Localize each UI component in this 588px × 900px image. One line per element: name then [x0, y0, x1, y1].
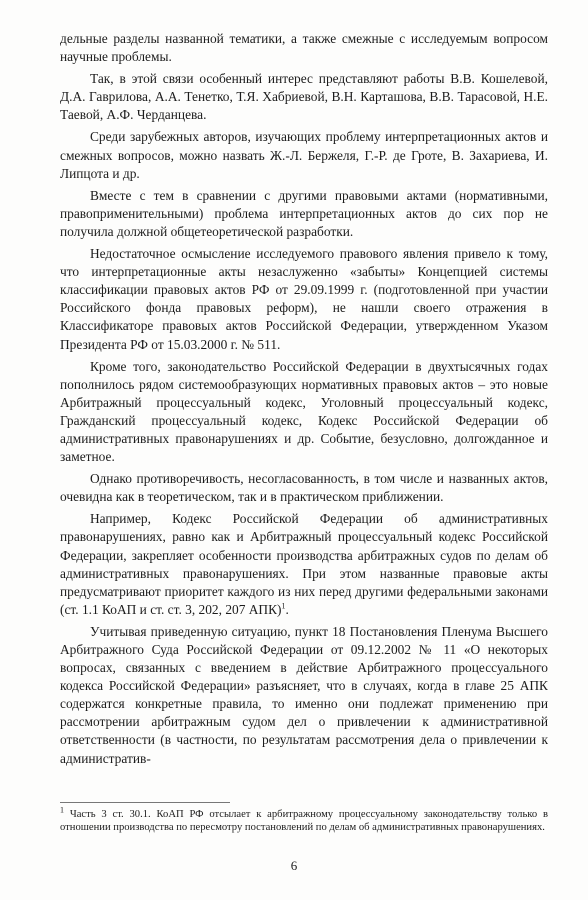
paragraph-legislation: Кроме того, законодательство Российской Федерации в двухтысячных годах пополнилось рядом системообразующих нормативных правовых актов – это новые Арбитражный процессуальный кодекс, Уголовный процессуальный кодекс, Гражданский процессуальный кодекс, Кодекс Российской Федерации об административных правонарушениях и др. Событие, безусловно, долгожданное и заметное. — [60, 358, 548, 465]
body-text — [60, 30, 548, 768]
footnote-separator — [60, 802, 230, 803]
paragraph-continued: дельные разделы названной тематики, а также смежные с исследуемым вопросом научные проблемы. — [60, 31, 548, 65]
footnote — [60, 805, 548, 834]
footnote-marker: 1 — [60, 805, 64, 815]
paragraph-foreign-authors: Среди зарубежных авторов, изучающих проблему интерпретационных актов и смежных вопросов, можно назвать Ж.-Л. Бержеля, Г.-Р. де Гроте, В. Захариева, И. Липцота и др. — [60, 129, 548, 181]
page-number: 6 — [290, 858, 298, 873]
paragraph-plenum: Учитывая приведенную ситуацию, пункт 18 Постановления Пленума Высшего Арбитражного Суда Российской Федерации от 09.12.2002 № 11 «О некоторых вопросах, связанных с введением в действие Арбитражного процессуального кодекса Российской Федерации» разъясняет, что в случаях, когда в главе 25 АПК содержатся конкретные правила, то именно они подлежат применению при рассмотрении арбитражным судом дел о привлечении к административной ответственности (в частности, по результатам рассмотрения дела о привлечении к административ- — [60, 623, 548, 766]
footnote-reference[interactable]: 1 — [281, 601, 286, 611]
paragraph-example: Например, Кодекс Российской Федерации об административных правонарушениях, равно как и Арбитражный процессуальный кодекс Российской Федерации, закрепляет особенности производства арбитражных судов по делам об административных правонарушениях. При этом названные правовые акты предусматривают приоритет каждого из них перед другими федеральными законами (ст. 1.1 КоАП и ст. ст. 3, 202, 207 АПК)$^1$. — [60, 511, 548, 617]
paragraph-problem: Вместе с тем в сравнении с другими правовыми актами (нормативными, правоприменительными) проблема интерпретационных актов до сих пор не получила должной общетеоретической разработки. — [60, 187, 548, 239]
paragraph-authors: Так, в этой связи особенный интерес представляют работы В.В. Кошелевой, Д.А. Гаврилова, А.А. Тенетко, Т.Я. Хабриевой, В.Н. Карташова, В.В. Тарасовой, Н.Е. Таевой, А.Ф. Черданцева. — [60, 71, 548, 123]
paragraph-concept: Недостаточное осмысление исследуемого правового явления привело к тому, что интерпретационные акты незаслуженно «забыты» Концепцией системы классификации правовых актов РФ от 29.09.1999 г. (подготовленной при участии Российского фонда правовых реформ), не нашли своего отражения в Классификаторе правовых актов Российской Федерации, утвержденном Указом Президента РФ от 15.03.2000 г. № 511. — [60, 246, 548, 352]
paragraph-example-text: Например, Кодекс Российской Федерации об административных правонарушениях, равно как и Арбитражный процессуальный кодекс Российской Федерации, закрепляет особенности производства арбитражных судов по делам об административных правонарушениях. При этом названные правовые акты предусматривают приоритет каждого из них перед другими федеральными законами (ст. 1.1 КоАП и ст. ст. 3, 202, 207 АПК) — [60, 511, 548, 617]
paragraph-contradiction: Однако противоречивость, несогласованность, в том числе и названных актов, очевидна как в теоретическом, так и в практическом приближении. — [60, 471, 548, 505]
footnote-text: Часть 3 ст. 30.1. КоАП РФ отсылает к арбитражному процессуальному законодательству только в отношении производства по пересмотру постановлений по делам об административных правонарушениях. — [60, 809, 548, 833]
